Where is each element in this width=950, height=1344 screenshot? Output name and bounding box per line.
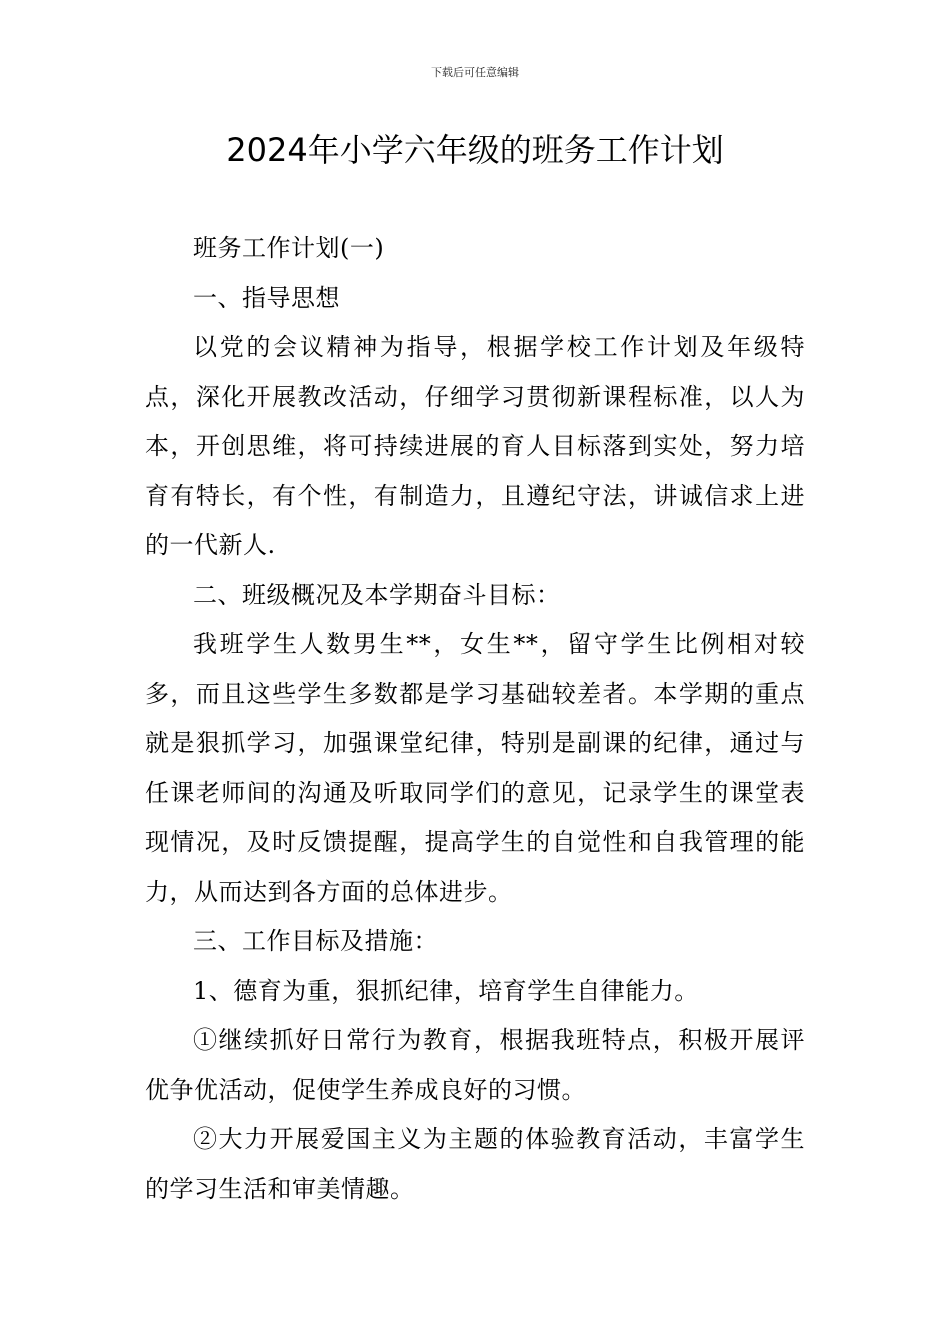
paragraph-guiding-ideology: 以党的会议精神为指导，根据学校工作计划及年级特点，深化开展教改活动，仔细学习贯彻新课程标准，以人为本，开创思维，将可持续进展的育人目标落到实处，努力培育有特长，有个性，有制造力，且遵纪守法，讲诚信求上进的一代新人.	[145, 333, 805, 559]
document-body	[145, 224, 805, 1214]
paragraph-item-1-sub-2: ②大力开展爱国主义为主题的体验教育活动，丰富学生的学习生活和审美情趣。	[145, 1125, 805, 1203]
paragraph-section-1-heading: 一、指导思想	[193, 283, 340, 312]
paragraph-item-1-sub-1: ①继续抓好日常行为教育，根据我班特点，积极开展评优争优活动，促使学生养成良好的习惯。	[145, 1026, 805, 1104]
paragraph-plan-heading: 班务工作计划(一)	[193, 234, 385, 262]
paragraph-section-3-heading: 三、工作目标及措施：	[193, 927, 438, 955]
header-note: 下载后可任意编辑	[431, 66, 519, 79]
paragraph-item-1: 1、德育为重，狠抓纪律，培育学生自律能力。	[193, 976, 699, 1005]
paragraph-section-2-heading: 二、班级概况及本学期奋斗目标：	[193, 580, 561, 609]
document-title: 2024年小学六年级的班务工作计划	[226, 131, 724, 169]
paragraph-class-overview: 我班学生人数男生**，女生**，留守学生比例相对较多，而且这些学生多数都是学习基础较差者。本学期的重点就是狠抓学习，加强课堂纪律，特别是副课的纪律，通过与任课老师间的沟通及听取同学们的意见，记录学生的课堂表现情况，及时反馈提醒，提高学生的自觉性和自我管理的能力，从而达到各方面的总体进步。	[145, 630, 805, 906]
